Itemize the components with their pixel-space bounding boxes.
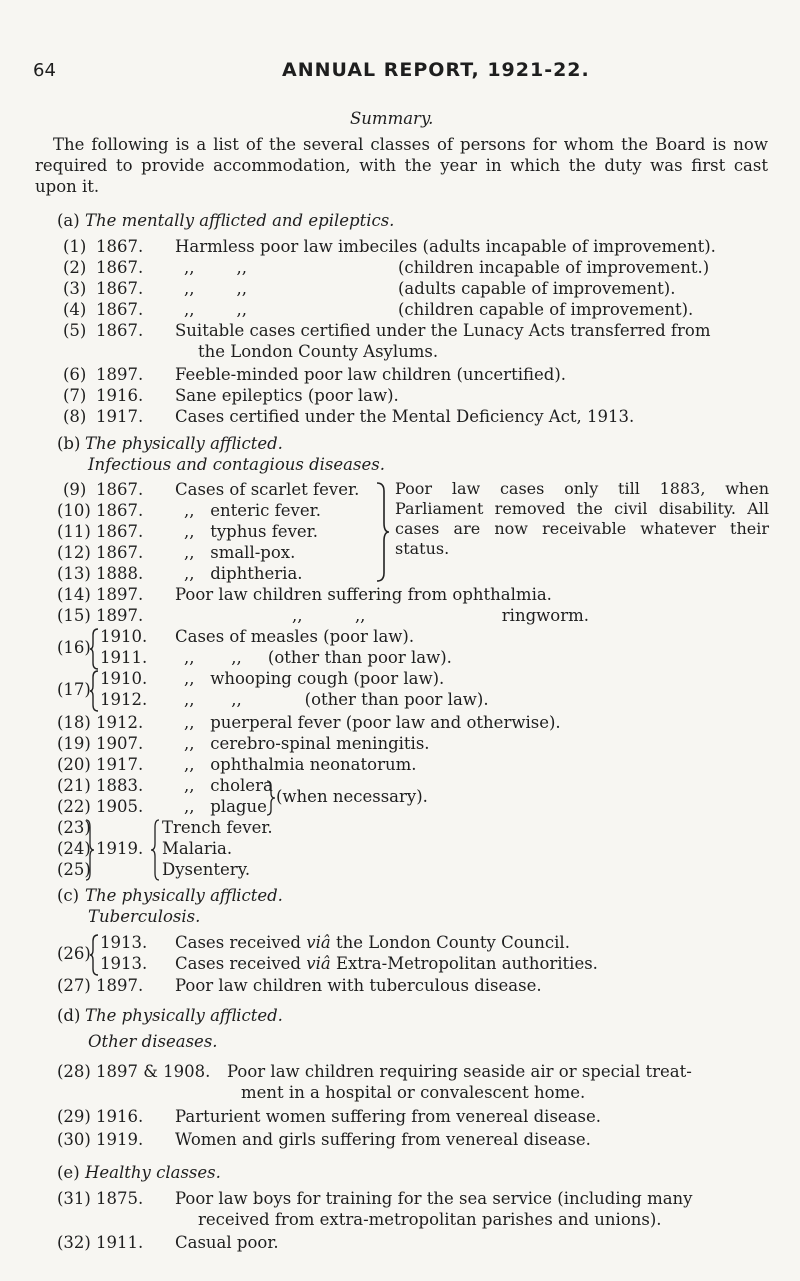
list-item-num: (19)	[57, 734, 91, 753]
list-item-num: (2)	[63, 258, 87, 277]
list-item-year: 1883.	[96, 776, 144, 795]
list-item-num: (10)	[57, 501, 91, 520]
list-item-year: 1897.	[96, 606, 144, 625]
list-item-text: Cases received viâ Extra-Metropolitan authorities.	[175, 954, 598, 973]
list-item-text: Casual poor.	[175, 1233, 279, 1252]
list-item-num: (31)	[57, 1189, 91, 1208]
list-item-num: (13)	[57, 564, 91, 583]
list-item-text: ,, small-pox.	[184, 543, 296, 562]
list-item-text: Cases received viâ the London County Council.	[175, 933, 570, 952]
list-item-num: (1)	[63, 237, 87, 256]
list-item-num: (9)	[63, 480, 87, 499]
list-item-year: 1919.	[96, 839, 144, 858]
list-item-num: (27)	[57, 976, 91, 995]
list-item-text: (children capable of improvement).	[398, 300, 694, 319]
list-item-year: 1917.	[96, 407, 144, 426]
list-item-year: 1907.	[96, 734, 144, 753]
list-item-year: 1888.	[96, 564, 144, 583]
list-item-text: ,, enteric fever.	[184, 501, 321, 520]
list-item-year: 1867.	[96, 501, 144, 520]
list-item-text: Dysentery.	[162, 860, 251, 879]
list-item-year: 1867.	[96, 258, 144, 277]
list-item-year: 1875.	[96, 1189, 144, 1208]
list-item-num: (12)	[57, 543, 91, 562]
list-item-text: ,, cerebro-spinal meningitis.	[184, 734, 430, 753]
left-brace-icon	[150, 819, 160, 881]
list-item-year: 1912.	[100, 690, 148, 709]
list-item-num: (30)	[57, 1130, 91, 1149]
section-b-subtitle: Infectious and contagious diseases.	[88, 455, 385, 474]
right-brace-icon	[266, 780, 276, 816]
list-item-num: (25)	[57, 860, 91, 879]
list-item-num: (6)	[63, 365, 87, 384]
list-item-year: 1867.	[96, 279, 144, 298]
ditto-marks: ,, ,,	[184, 279, 247, 298]
section-c-title: The physically afflicted.	[85, 886, 283, 905]
section-d-label: (d)	[57, 1006, 81, 1025]
list-item-text: ,, plague	[184, 797, 267, 816]
list-item-text: Poor law children suffering from ophthalmia.	[175, 585, 552, 604]
list-item-text: ,, whooping cough (poor law).	[184, 669, 445, 688]
list-item-text: ,, ophthalmia neonatorum.	[184, 755, 417, 774]
section-c-subtitle: Tuberculosis.	[88, 907, 201, 926]
intro-paragraph: The following is a list of the several classes of persons for whom the Board is now required to provide accommodation, with the year in which the duty was first cast upon it.	[35, 135, 768, 196]
list-item-num: (20)	[57, 755, 91, 774]
list-item-year: 1912.	[96, 713, 144, 732]
list-item-year: 1910.	[100, 669, 148, 688]
list-item-text: Sane epileptics (poor law).	[175, 386, 399, 405]
list-item-num: (15)	[57, 606, 91, 625]
list-item-num: (11)	[57, 522, 91, 541]
list-item-year: 1867.	[96, 321, 144, 340]
list-item-text: Trench fever.	[162, 818, 273, 837]
list-item-num: (7)	[63, 386, 87, 405]
list-item-text: ,, ,, (other than poor law).	[184, 690, 489, 709]
list-item-year: 1897 & 1908.	[96, 1062, 211, 1081]
right-brace-icon	[85, 819, 95, 881]
list-item-text: ,, puerperal fever (poor law and otherwise).	[184, 713, 561, 732]
list-item-num: (18)	[57, 713, 91, 732]
list-item-text: Feeble-minded poor law children (uncertified).	[175, 365, 566, 384]
list-item-text: Women and girls suffering from venereal disease.	[175, 1130, 591, 1149]
list-item-text: Cases of scarlet fever.	[175, 480, 360, 499]
list-item-num: (17)	[57, 680, 91, 699]
list-item-year: 1910.	[100, 627, 148, 646]
list-item-text: ,, ,, ringworm.	[292, 606, 589, 625]
section-a-label: (a)	[57, 211, 80, 230]
list-item-num: (16)	[57, 638, 91, 657]
left-brace-icon	[89, 628, 99, 670]
list-item-num: (21)	[57, 776, 91, 795]
list-item-text: Harmless poor law imbeciles (adults incapable of improvement).	[175, 237, 716, 256]
list-item-year: 1905.	[96, 797, 144, 816]
list-item-year: 1913.	[100, 933, 148, 952]
list-item-text: Parturient women suffering from venereal disease.	[175, 1107, 601, 1126]
list-item-year: 1913.	[100, 954, 148, 973]
list-item-num: (29)	[57, 1107, 91, 1126]
list-item-year: 1897.	[96, 976, 144, 995]
list-item-text: Cases certified under the Mental Deficiency Act, 1913.	[175, 407, 635, 426]
list-item-year: 1911.	[100, 648, 148, 667]
section-b-label: (b)	[57, 434, 81, 453]
running-header: ANNUAL REPORT, 1921-22.	[282, 59, 590, 81]
list-item-num: (5)	[63, 321, 87, 340]
list-item-text: ,, typhus fever.	[184, 522, 318, 541]
bracket-note: Poor law cases only till 1883, when Parliament removed the civil disability. All cases are now receivable whatever their status.	[395, 479, 769, 558]
list-item-text-cont: the London County Asylums.	[198, 342, 439, 361]
list-item-year: 1911.	[96, 1233, 144, 1252]
ditto-marks: ,, ,,	[184, 300, 247, 319]
list-item-text: Poor law boys for training for the sea service (including many	[175, 1189, 693, 1208]
summary-title: Summary.	[350, 109, 434, 128]
list-item-text-cont: received from extra-metropolitan parishes and unions).	[198, 1210, 662, 1229]
list-item-num: (24)	[57, 839, 91, 858]
section-e-label: (e)	[57, 1163, 80, 1182]
left-brace-icon	[89, 934, 99, 976]
list-item-text: Poor law children with tuberculous disease.	[175, 976, 542, 995]
list-item-text: Poor law children requiring seaside air or special treat-	[227, 1062, 692, 1081]
section-e-title: Healthy classes.	[85, 1163, 221, 1182]
list-item-year: 1867.	[96, 522, 144, 541]
list-item-year: 1867.	[96, 300, 144, 319]
list-item-year: 1867.	[96, 480, 144, 499]
list-item-num: (8)	[63, 407, 87, 426]
left-brace-icon	[89, 670, 99, 712]
list-item-year: 1916.	[96, 1107, 144, 1126]
list-item-num: (22)	[57, 797, 91, 816]
list-item-text: Cases of measles (poor law).	[175, 627, 415, 646]
list-item-year: 1919.	[96, 1130, 144, 1149]
list-item-num: (14)	[57, 585, 91, 604]
list-item-text: Suitable cases certified under the Lunacy Acts transferred from	[175, 321, 711, 340]
page-number: 64	[33, 60, 56, 81]
list-item-text: ,, diphtheria.	[184, 564, 303, 583]
when-necessary-note: (when necessary).	[276, 787, 428, 806]
list-item-year: 1897.	[96, 365, 144, 384]
ditto-marks: ,, ,,	[184, 258, 247, 277]
list-item-year: 1917.	[96, 755, 144, 774]
list-item-num: (3)	[63, 279, 87, 298]
list-item-year: 1897.	[96, 585, 144, 604]
list-item-num: (23)	[57, 818, 91, 837]
list-item-text: ,, ,, (other than poor law).	[184, 648, 452, 667]
list-item-text: (children incapable of improvement.)	[398, 258, 710, 277]
list-item-year: 1867.	[96, 237, 144, 256]
list-item-num: (4)	[63, 300, 87, 319]
list-item-num: (26)	[57, 944, 91, 963]
list-item-year: 1867.	[96, 543, 144, 562]
list-item-year: 1916.	[96, 386, 144, 405]
right-brace-icon	[376, 481, 390, 583]
list-item-text: Malaria.	[162, 839, 233, 858]
list-item-num: (28)	[57, 1062, 91, 1081]
section-d-subtitle: Other diseases.	[88, 1032, 218, 1051]
section-c-label: (c)	[57, 886, 80, 905]
list-item-text: ,, cholera	[184, 776, 273, 795]
section-b-title: The physically afflicted.	[85, 434, 283, 453]
list-item-num: (32)	[57, 1233, 91, 1252]
list-item-text: (adults capable of improvement).	[398, 279, 676, 298]
section-d-title: The physically afflicted.	[85, 1006, 283, 1025]
section-a-title: The mentally afflicted and epileptics.	[85, 211, 395, 230]
list-item-text-cont: ment in a hospital or convalescent home.	[241, 1083, 586, 1102]
